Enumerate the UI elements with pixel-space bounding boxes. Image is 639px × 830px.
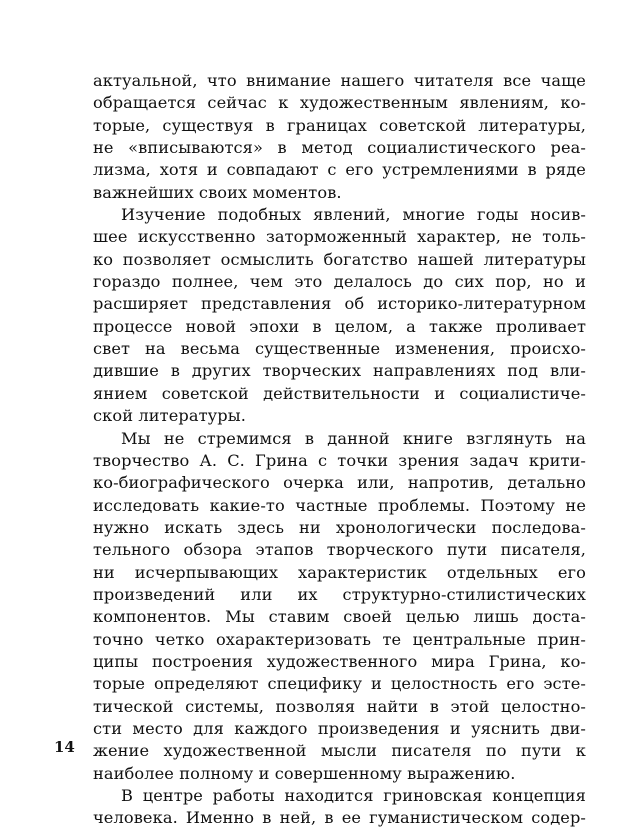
text-line: творчество А. С. Грина с точки зрения задач крити-	[93, 450, 586, 470]
text-line: ни исчерпывающих характеристик отдельных его	[93, 562, 586, 582]
text-line: ской литературы.	[93, 406, 246, 426]
text-line: произведений или их структурно-стилистических	[93, 584, 586, 604]
text-line: обращается сейчас к художественным явлениям, ко-	[93, 93, 586, 113]
text-line: точно четко охарактеризовать те центральные прин-	[93, 629, 586, 649]
text-line: ко позволяет осмыслить богатство нашей литературы	[93, 249, 586, 269]
text-line: человека. Именно в ней, в ее гуманистическом содер-	[93, 808, 586, 828]
text-line: исследовать какие-то частные проблемы. Поэтому не	[93, 495, 586, 515]
text-line: янием советской действительности и социалистиче-	[93, 383, 586, 403]
text-line: свет на весьма существенные изменения, происхо-	[93, 339, 586, 359]
text-line: Изучение подобных явлений, многие годы носив-	[121, 205, 586, 225]
text-line: актуальной, что внимание нашего читателя все чаще	[93, 71, 586, 90]
text-line: торые определяют специфику и целостность его эсте-	[93, 674, 586, 694]
text-line: сти место для каждого произведения и уяснить дви-	[93, 718, 586, 738]
page-number: 14	[54, 738, 75, 756]
text-line: компонентов. Мы ставим своей целью лишь доста-	[93, 607, 586, 627]
text-line: дившие в других творческих направлениях под вли-	[93, 361, 586, 381]
text-line: тической системы, позволяя найти в этой целостно-	[93, 696, 586, 716]
text-line: расширяет представления об историко-литературном	[93, 294, 586, 314]
text-line: гораздо полнее, чем это делалось до сих пор, но и	[93, 272, 586, 292]
text-line: жение художественной мысли писателя по пути к	[93, 741, 586, 761]
text-line: В центре работы находится гриновская концепция	[121, 786, 586, 805]
text-line: шее искусственно заторможенный характер, не толь-	[93, 227, 586, 247]
text-line: лизма, хотя и совпадают с его устремлениями в ряде	[93, 160, 586, 180]
text-line: важнейших своих моментов.	[93, 182, 342, 202]
text-line: Мы не стремимся в данной книге взглянуть на	[121, 428, 586, 448]
text-line: торые, существуя в границах советской литературы,	[93, 115, 586, 135]
text-line: ко-биографического очерка или, напротив, детально	[93, 473, 586, 493]
text-line: ципы построения художественного мира Грина, ко-	[93, 651, 586, 671]
text-line: не «вписываются» в метод социалистического реа-	[93, 138, 586, 158]
text-line: тельного обзора этапов творческого пути писателя,	[93, 540, 586, 560]
body-text	[93, 70, 586, 830]
text-line: нужно искать здесь ни хронологически последова-	[93, 517, 586, 537]
text-line: наиболее полному и совершенному выражению.	[93, 763, 516, 783]
text-line: процессе новой эпохи в целом, а также проливает	[93, 316, 586, 336]
